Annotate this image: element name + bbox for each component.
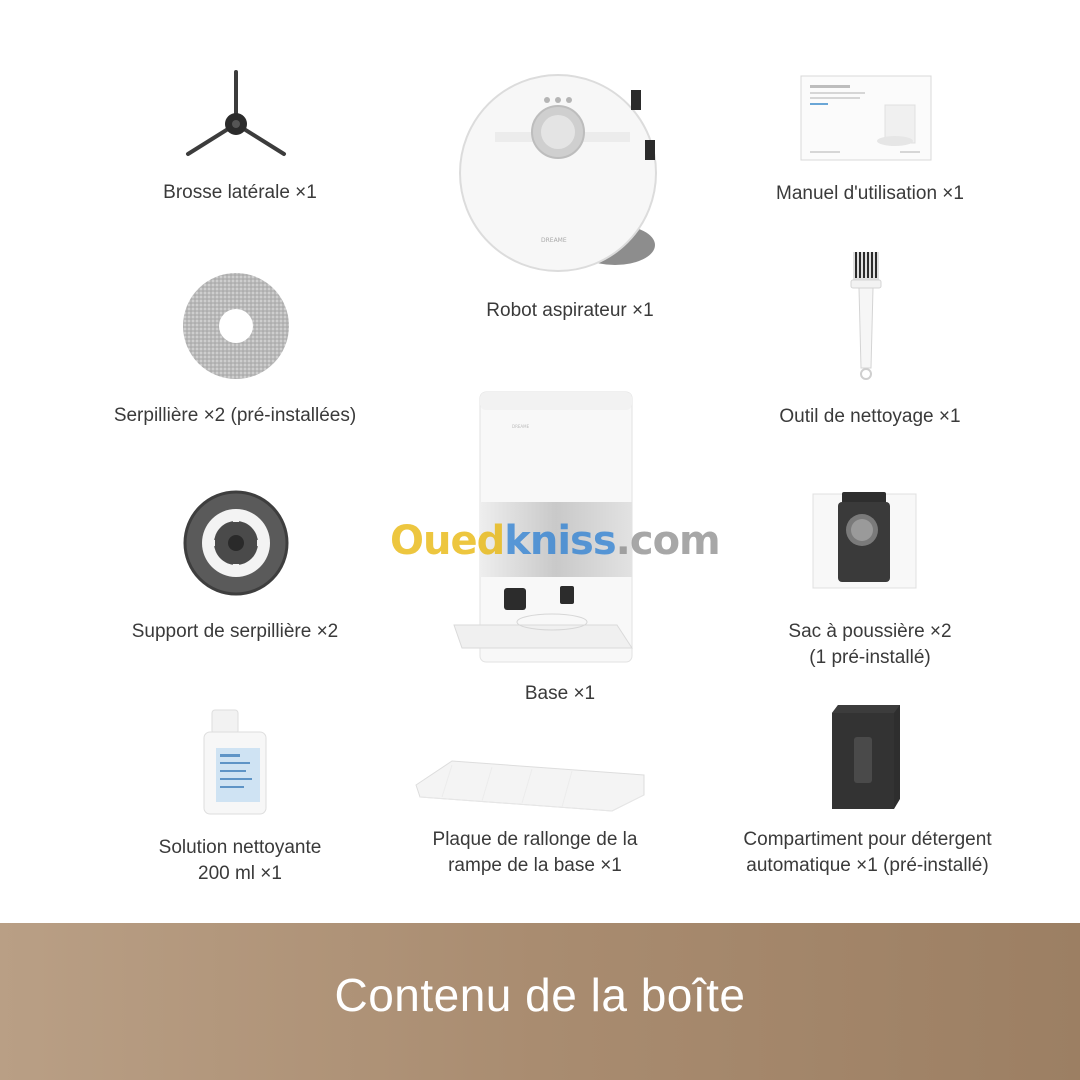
cleaning-tool-caption: Outil de nettoyage ×1 [779,406,961,427]
ramp-extension-caption: Plaque de rallonge de la rampe de la base ×1 [432,829,638,876]
svg-text:DREAME: DREAME [541,237,567,244]
detergent-compartment-caption: Compartiment pour détergent automatique ×1 (pré-installé) [743,829,992,876]
base-station-caption: Base ×1 [524,683,596,704]
mop-holder-image [183,490,289,596]
banner-title: Contenu de la boîte [334,969,746,1021]
mop-holder-caption: Support de serpillière ×2 [131,621,339,642]
mop-pad-image [180,272,292,380]
dust-bag-caption: Sac à poussière ×2 (1 pré-installé) [788,621,952,668]
dust-bag-image [812,490,917,590]
user-manual-image [800,75,932,161]
user-manual-caption: Manuel d'utilisation ×1 [776,183,964,204]
watermark: Ouedkniss.com [390,518,720,564]
cleaning-solution-image [202,708,270,816]
cleaning-tool-image [845,248,890,383]
cleaning-solution-caption: Solution nettoyante 200 ml ×1 [158,837,322,884]
detergent-compartment-image [828,703,904,811]
robot-vacuum-caption: Robot aspirateur ×1 [486,300,654,321]
side-brush-image [180,68,292,160]
svg-text:DREAME: DREAME [512,424,530,429]
robot-vacuum-image [455,70,670,275]
side-brush-caption: Brosse latérale ×1 [163,182,317,203]
mop-pad-caption: Serpillière ×2 (pré-installées) [113,405,357,426]
ramp-extension-image [412,757,650,815]
